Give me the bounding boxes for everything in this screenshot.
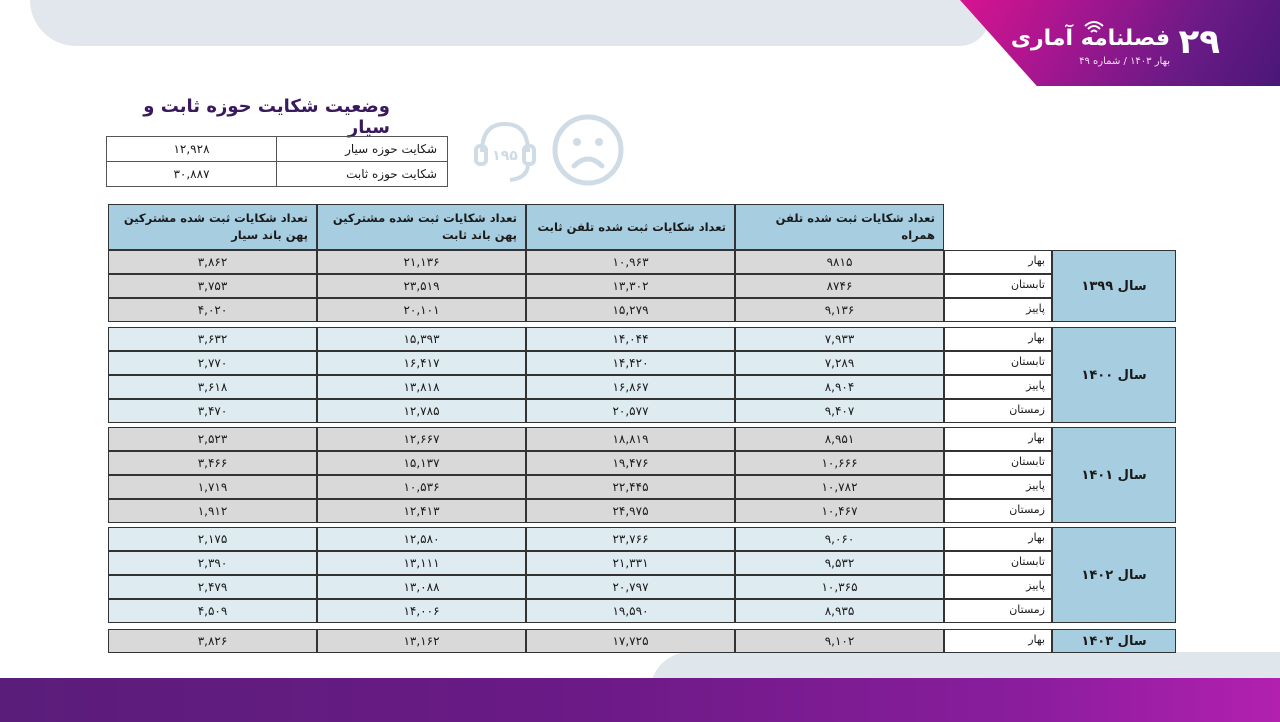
summary-label: شکایت حوزه سیار bbox=[277, 137, 448, 162]
table-cell-mobile: ۷,۹۳۳ bbox=[735, 327, 944, 351]
season-label: تابستان bbox=[944, 451, 1052, 475]
table-row bbox=[106, 327, 1176, 351]
table-cell-bb-mobile: ۲,۳۹۰ bbox=[108, 551, 317, 575]
table-cell-bb-fixed: ۱۲,۵۸۰ bbox=[317, 527, 526, 551]
table-cell-fixed: ۱۵,۲۷۹ bbox=[526, 298, 735, 322]
table-cell-bb-mobile: ۱,۹۱۲ bbox=[108, 499, 317, 523]
table-row bbox=[106, 629, 1176, 653]
table-cell-fixed: ۱۸,۸۱۹ bbox=[526, 427, 735, 451]
table-cell-bb-fixed: ۱۲,۷۸۵ bbox=[317, 399, 526, 423]
publication-subtitle: بهار ۱۴۰۳ / شماره ۴۹ bbox=[1079, 56, 1170, 67]
complaints-table bbox=[106, 204, 1176, 649]
table-cell-mobile: ۹,۵۳۲ bbox=[735, 551, 944, 575]
table-cell-bb-mobile: ۴,۵۰۹ bbox=[108, 599, 317, 623]
year-group bbox=[106, 527, 1176, 623]
table-cell-mobile: ۸,۹۰۴ bbox=[735, 375, 944, 399]
table-cell-fixed: ۱۶,۸۶۷ bbox=[526, 375, 735, 399]
table-row bbox=[106, 351, 1176, 375]
table-cell-bb-fixed: ۱۲,۴۱۳ bbox=[317, 499, 526, 523]
footer-gradient-bar bbox=[0, 678, 1280, 722]
table-cell-fixed: ۱۴,۰۴۴ bbox=[526, 327, 735, 351]
headset-195-icon bbox=[468, 114, 542, 188]
table-row bbox=[106, 298, 1176, 322]
issue-number: ۲۹ bbox=[1178, 22, 1220, 62]
year-label: سال ۱۴۰۱ bbox=[1052, 427, 1176, 523]
season-label: پاییز bbox=[944, 475, 1052, 499]
table-cell-mobile: ۱۰,۴۶۷ bbox=[735, 499, 944, 523]
table-cell-mobile: ۸,۹۵۱ bbox=[735, 427, 944, 451]
table-cell-mobile: ۹,۴۰۷ bbox=[735, 399, 944, 423]
table-cell-bb-fixed: ۱۲,۶۶۷ bbox=[317, 427, 526, 451]
table-cell-bb-mobile: ۲,۷۷۰ bbox=[108, 351, 317, 375]
season-label: پاییز bbox=[944, 375, 1052, 399]
season-label: بهار bbox=[944, 629, 1052, 653]
table-cell-mobile: ۷,۲۸۹ bbox=[735, 351, 944, 375]
table-row bbox=[106, 375, 1176, 399]
table-cell-mobile: ۱۰,۶۶۶ bbox=[735, 451, 944, 475]
table-cell-mobile: ۹,۰۶۰ bbox=[735, 527, 944, 551]
table-cell-bb-mobile: ۲,۵۲۳ bbox=[108, 427, 317, 451]
table-cell-bb-fixed: ۲۱,۱۳۶ bbox=[317, 250, 526, 274]
season-label: زمستان bbox=[944, 499, 1052, 523]
season-label: بهار bbox=[944, 327, 1052, 351]
year-label: سال ۱۳۹۹ bbox=[1052, 250, 1176, 322]
table-cell-mobile: ۹,۱۳۶ bbox=[735, 298, 944, 322]
table-row bbox=[106, 451, 1176, 475]
table-cell-bb-fixed: ۱۳,۸۱۸ bbox=[317, 375, 526, 399]
table-cell-mobile: ۱۰,۷۸۲ bbox=[735, 475, 944, 499]
page-title: وضعیت شکایت حوزه ثابت و سیار bbox=[143, 96, 390, 138]
top-decor-band bbox=[30, 0, 990, 46]
svg-text:۱۹۵: ۱۹۵ bbox=[492, 148, 518, 164]
table-row bbox=[106, 599, 1176, 623]
summary-table bbox=[106, 136, 448, 187]
table-cell-bb-fixed: ۲۰,۱۰۱ bbox=[317, 298, 526, 322]
table-cell-fixed: ۱۷,۷۲۵ bbox=[526, 629, 735, 653]
table-cell-mobile: ۹۸۱۵ bbox=[735, 250, 944, 274]
table-cell-mobile: ۹,۱۰۲ bbox=[735, 629, 944, 653]
table-row bbox=[106, 551, 1176, 575]
column-header-bb-fixed: تعداد شکایات ثبت شده مشترکین پهن باند ثابت bbox=[317, 204, 526, 250]
table-row bbox=[106, 475, 1176, 499]
summary-value: ۳۰,۸۸۷ bbox=[107, 162, 277, 187]
table-cell-fixed: ۲۰,۵۷۷ bbox=[526, 399, 735, 423]
year-group bbox=[106, 250, 1176, 322]
year-label: سال ۱۴۰۲ bbox=[1052, 527, 1176, 623]
table-cell-bb-fixed: ۱۶,۴۱۷ bbox=[317, 351, 526, 375]
table-cell-fixed: ۲۳,۷۶۶ bbox=[526, 527, 735, 551]
table-cell-bb-mobile: ۳,۷۵۳ bbox=[108, 274, 317, 298]
table-cell-bb-mobile: ۳,۴۶۶ bbox=[108, 451, 317, 475]
table-cell-bb-fixed: ۱۵,۳۹۳ bbox=[317, 327, 526, 351]
table-cell-bb-mobile: ۲,۴۷۹ bbox=[108, 575, 317, 599]
table-cell-bb-fixed: ۱۴,۰۰۶ bbox=[317, 599, 526, 623]
season-label: بهار bbox=[944, 427, 1052, 451]
table-cell-bb-mobile: ۳,۸۲۶ bbox=[108, 629, 317, 653]
table-cell-bb-mobile: ۴,۰۲۰ bbox=[108, 298, 317, 322]
column-header-bb-mobile: تعداد شکایات ثبت شده مشترکین پهن باند سیار bbox=[108, 204, 317, 250]
season-label: پاییز bbox=[944, 575, 1052, 599]
table-cell-bb-fixed: ۱۳,۱۶۲ bbox=[317, 629, 526, 653]
table-cell-fixed: ۱۰,۹۶۳ bbox=[526, 250, 735, 274]
summary-row bbox=[107, 162, 448, 187]
season-label: بهار bbox=[944, 250, 1052, 274]
table-row bbox=[106, 575, 1176, 599]
table-cell-mobile: ۸,۹۳۵ bbox=[735, 599, 944, 623]
table-cell-fixed: ۱۹,۵۹۰ bbox=[526, 599, 735, 623]
season-label: زمستان bbox=[944, 599, 1052, 623]
table-cell-bb-mobile: ۲,۱۷۵ bbox=[108, 527, 317, 551]
table-row bbox=[106, 527, 1176, 551]
table-cell-bb-fixed: ۱۳,۱۱۱ bbox=[317, 551, 526, 575]
table-cell-bb-fixed: ۱۵,۱۳۷ bbox=[317, 451, 526, 475]
table-row bbox=[106, 250, 1176, 274]
year-group bbox=[106, 427, 1176, 523]
table-cell-bb-fixed: ۱۰,۵۳۶ bbox=[317, 475, 526, 499]
sad-face-icon bbox=[550, 112, 626, 188]
year-group bbox=[106, 629, 1176, 653]
column-header-fixed: تعداد شکایات ثبت شده تلفن ثابت bbox=[526, 204, 735, 250]
table-cell-mobile: ۱۰,۳۶۵ bbox=[735, 575, 944, 599]
season-label: تابستان bbox=[944, 351, 1052, 375]
table-cell-bb-mobile: ۳,۶۳۲ bbox=[108, 327, 317, 351]
table-cell-mobile: ۸۷۴۶ bbox=[735, 274, 944, 298]
table-header-row bbox=[106, 204, 1176, 250]
column-header-mobile: تعداد شکایات ثبت شده تلفن همراه bbox=[735, 204, 944, 250]
table-cell-fixed: ۲۱,۳۳۱ bbox=[526, 551, 735, 575]
year-group bbox=[106, 327, 1176, 423]
table-cell-fixed: ۱۹,۴۷۶ bbox=[526, 451, 735, 475]
summary-value: ۱۲,۹۲۸ bbox=[107, 137, 277, 162]
table-cell-fixed: ۲۴,۹۷۵ bbox=[526, 499, 735, 523]
table-cell-bb-mobile: ۳,۸۶۲ bbox=[108, 250, 317, 274]
table-cell-bb-fixed: ۲۳,۵۱۹ bbox=[317, 274, 526, 298]
table-row bbox=[106, 274, 1176, 298]
season-label: تابستان bbox=[944, 274, 1052, 298]
table-cell-fixed: ۱۴,۴۲۰ bbox=[526, 351, 735, 375]
table-cell-fixed: ۲۲,۴۴۵ bbox=[526, 475, 735, 499]
table-row bbox=[106, 399, 1176, 423]
year-label: سال ۱۴۰۳ bbox=[1052, 629, 1176, 653]
table-cell-bb-mobile: ۳,۶۱۸ bbox=[108, 375, 317, 399]
table-row bbox=[106, 499, 1176, 523]
table-cell-fixed: ۲۰,۷۹۷ bbox=[526, 575, 735, 599]
table-cell-bb-mobile: ۱,۷۱۹ bbox=[108, 475, 317, 499]
season-label: زمستان bbox=[944, 399, 1052, 423]
table-cell-fixed: ۱۳,۳۰۲ bbox=[526, 274, 735, 298]
table-row bbox=[106, 427, 1176, 451]
year-label: سال ۱۴۰۰ bbox=[1052, 327, 1176, 423]
table-cell-bb-fixed: ۱۳,۰۸۸ bbox=[317, 575, 526, 599]
publication-title: فصلنامه آماری bbox=[1010, 26, 1170, 51]
summary-label: شکایت حوزه ثابت bbox=[277, 162, 448, 187]
season-label: پاییز bbox=[944, 298, 1052, 322]
season-label: تابستان bbox=[944, 551, 1052, 575]
summary-row bbox=[107, 137, 448, 162]
season-label: بهار bbox=[944, 527, 1052, 551]
table-cell-bb-mobile: ۳,۴۷۰ bbox=[108, 399, 317, 423]
